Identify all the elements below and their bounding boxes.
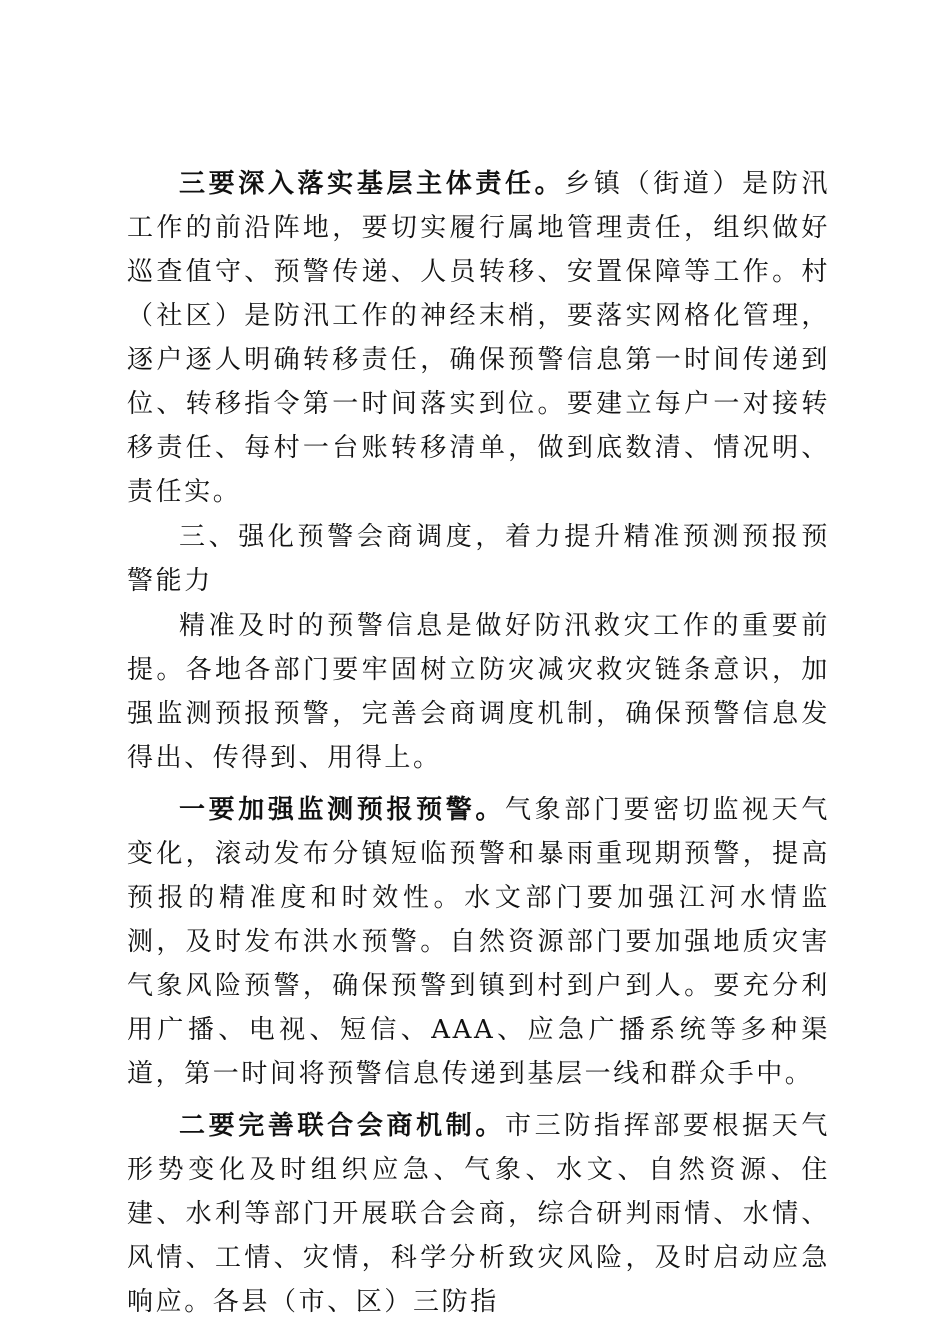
paragraph-text: 气象部门要密切监视天气变化，滚动发布分镇短临预警和暴雨重现期预警，提高预报的精准度和时效性。水文部门要加强江河水情监测，及时发布洪水预警。自然资源部门要加强地质灾害气象风险预警，确保预警到镇到村到户到人。要充分利用广播、电视、短信、AAA、应急广播系统等多种渠道，第一时间将预警信息传递到基层一线和群众手中。 — [127, 795, 830, 1089]
document-body — [127, 162, 830, 1324]
paragraph-lead-heading: 三要深入落实基层主体责任。 — [179, 169, 565, 199]
paragraph-text: 市三防指挥部要根据天气形势变化及时组织应急、气象、水文、自然资源、住建、水利等部门开展联合会商，综合研判雨情、水情、风情、工情、灾情，科学分析致灾风险，及时启动应急响应。各县（市、区）三防指 — [127, 1111, 830, 1317]
section-heading-text: 三、强化预警会商调度，着力提升精准预测预报预警能力 — [127, 522, 830, 596]
paragraph-lead-heading: 一要加强监测预报预警。 — [179, 795, 506, 825]
paragraph-warning-premise — [127, 604, 830, 780]
paragraph-monitoring-forecast — [127, 788, 830, 1096]
paragraph-lead-heading: 二要完善联合会商机制。 — [179, 1111, 506, 1141]
section-heading — [127, 515, 830, 603]
paragraph-text: 乡镇（街道）是防汛工作的前沿阵地，要切实履行属地管理责任，组织做好巡查值守、预警传递、人员转移、安置保障等工作。村（社区）是防汛工作的神经末梢，要落实网格化管理，逐户逐人明确转移责任，确保预警信息第一时间传递到位、转移指令第一时间落实到位。要建立每户一对接转移责任、每村一台账转移清单，做到底数清、情况明、责任实。 — [127, 169, 830, 507]
paragraph-joint-consultation — [127, 1104, 830, 1324]
paragraph-text: 精准及时的预警信息是做好防汛救灾工作的重要前提。各地各部门要牢固树立防灾减灾救灾链条意识，加强监测预报预警，完善会商调度机制，确保预警信息发得出、传得到、用得上。 — [127, 611, 830, 773]
paragraph-grassroots-responsibility — [127, 162, 830, 514]
